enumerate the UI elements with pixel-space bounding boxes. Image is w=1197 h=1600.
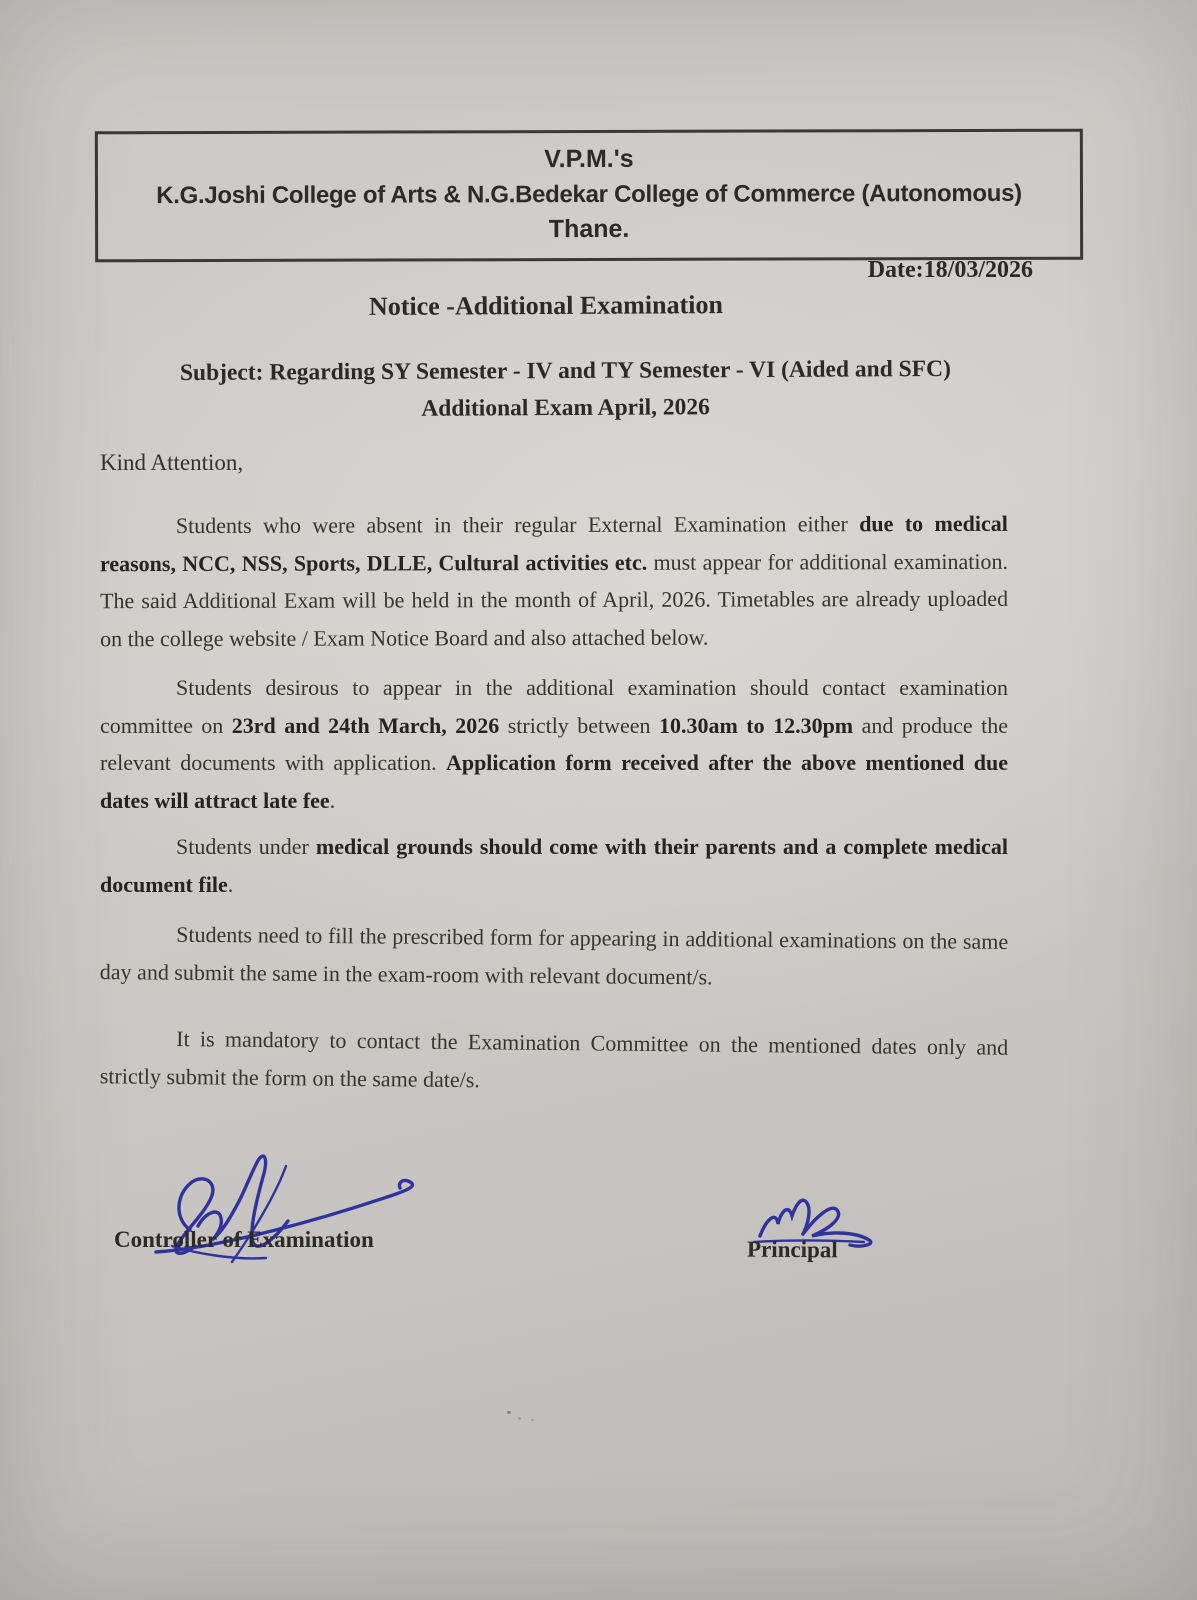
notice-paragraph-2 [100, 669, 1008, 819]
notice-subject [158, 351, 973, 429]
notice-paragraph-4 [100, 915, 1009, 998]
letterhead-city: Thane. [548, 214, 630, 244]
text-segment: . [329, 787, 336, 813]
text-segment: Students who were absent in their regular External Examination either [175, 511, 860, 538]
principal-signature-label: Principal [746, 1236, 838, 1263]
salutation: Kind Attention, [100, 450, 244, 475]
text-segment: It is mandatory to contact the Examination Committee on the mentioned dates only and strictly submit the form on the same date/s. [99, 1026, 1009, 1092]
notice-title: Notice -Additional Examination [368, 290, 723, 321]
text-segment: Students under [176, 834, 316, 859]
text-segment: Students desirous to appear in the additional examination should contact examination committee on [100, 675, 1008, 738]
subject-line-1: Subject: Regarding SY Semester - IV and TY Semester - VI (Aided and SFC) [179, 355, 951, 387]
notice-paragraph-1 [100, 505, 1008, 657]
text-segment: Students need to fill the prescribed form for appearing in additional examinations on the same day and submit the same in the exam-room with relevant document/s. [99, 921, 1009, 989]
subject-line-2: Additional Exam April, 2026 [421, 394, 710, 422]
notice-paragraph-5 [100, 1019, 1009, 1104]
emphasis-text: medical grounds should come with their parents and a complete medical document file [100, 834, 1008, 897]
notice-paragraph-3 [100, 828, 1008, 903]
text-segment: strictly between [499, 712, 660, 738]
text-segment: and produce the relevant documents with application. [100, 712, 1008, 775]
letterhead-college-name: K.G.Joshi College of Arts & N.G.Bedekar College of Commerce (Autonomous) [156, 179, 1022, 210]
emphasis-text: due to medical reasons, NCC, NSS, Sports, DLLE, Cultural activities etc. [99, 510, 1008, 576]
emphasis-text: 10.30am to 12.30pm [659, 712, 854, 738]
text-segment: . [227, 871, 234, 897]
paper-speckle [531, 1419, 534, 1421]
notice-date: Date:18/03/2026 [867, 257, 1033, 283]
emphasis-text: Application form received after the above mentioned due dates will attract late fee [100, 750, 1009, 813]
paper-speckle [507, 1411, 511, 1414]
emphasis-text: 23rd and 24th March, 2026 [231, 712, 500, 738]
college-letterhead-box [95, 129, 1083, 263]
controller-signature-label: Controller of Examination [114, 1227, 374, 1252]
letterhead-org: V.P.M.'s [544, 144, 634, 174]
paper-speckle [518, 1417, 521, 1420]
text-segment: must appear for additional examination. The said Additional Exam will be held in the month of April, 2026. Timetables are already uploaded on the college website / Exam Notice Board and also attached below. [100, 548, 1009, 651]
